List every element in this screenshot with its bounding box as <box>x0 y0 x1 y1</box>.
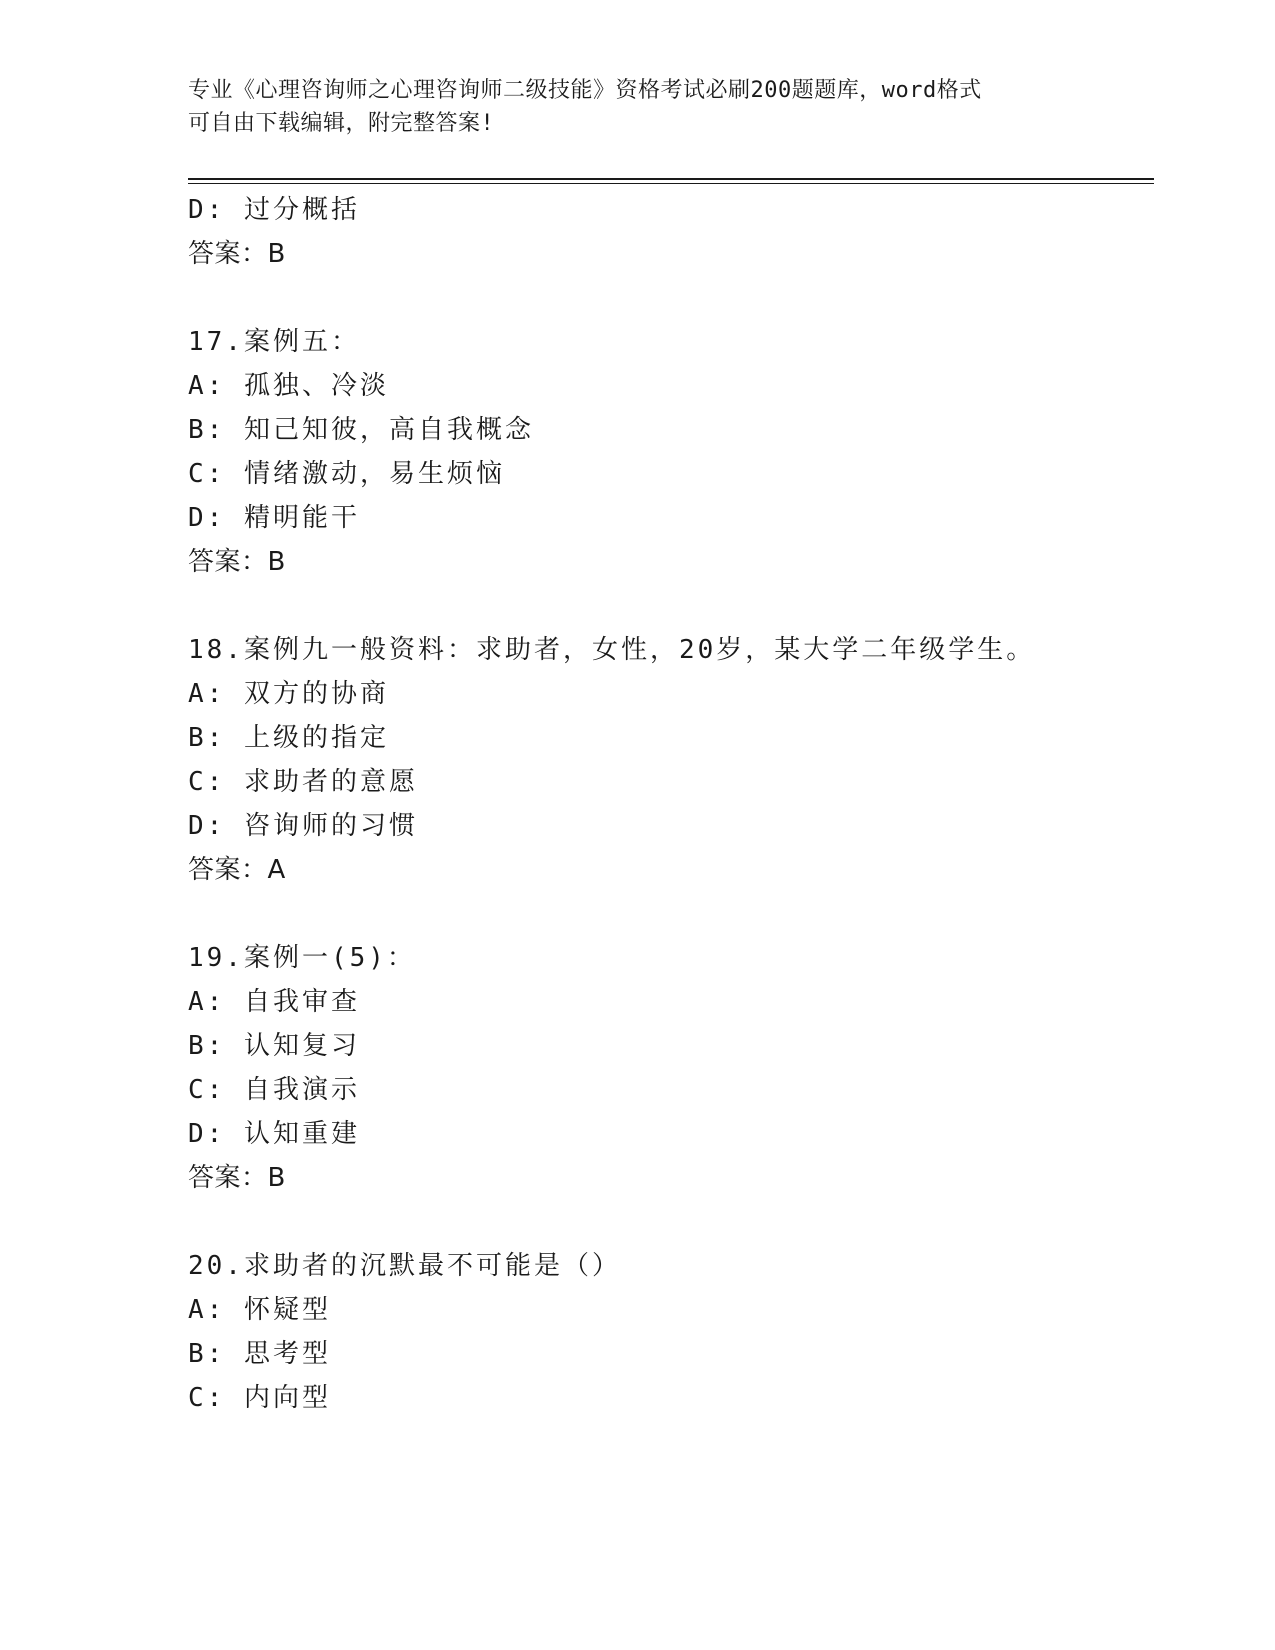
option-line: A: 双方的协商 <box>188 679 389 709</box>
option-line: A: 怀疑型 <box>188 1295 331 1325</box>
option-line: A: 自我审查 <box>188 987 360 1017</box>
question-line: 19.案例一(5)： <box>188 943 416 973</box>
option-line: D: 咨询师的习惯 <box>188 811 418 841</box>
answer-line: 答案：B <box>188 547 286 577</box>
option-line: B: 思考型 <box>188 1339 331 1369</box>
answer-line: 答案：B <box>188 1163 286 1193</box>
option-line: D: 过分概括 <box>188 195 360 225</box>
option-line: B: 认知复习 <box>188 1031 360 1061</box>
question-line: 20.求助者的沉默最不可能是（） <box>188 1251 621 1281</box>
header-title-line-2: 可自由下载编辑，附完整答案! <box>188 111 495 136</box>
option-line: D: 认知重建 <box>188 1119 360 1149</box>
option-line: C: 自我演示 <box>188 1075 360 1105</box>
option-line: B: 知己知彼，高自我概念 <box>188 415 534 445</box>
option-line: C: 求助者的意愿 <box>188 767 418 797</box>
answer-line: 答案：A <box>188 855 286 885</box>
header-title-line-1: 专业《心理咨询师之心理咨询师二级技能》资格考试必刷200题题库，word格式 <box>188 78 982 103</box>
answer-line: 答案：B <box>188 239 286 269</box>
header-divider-thin <box>188 183 1154 184</box>
question-line: 18.案例九一般资料：求助者，女性，20岁，某大学二年级学生。 <box>188 635 1036 665</box>
option-line: A: 孤独、冷淡 <box>188 371 389 401</box>
document-header <box>188 74 1088 140</box>
option-line: D: 精明能干 <box>188 503 360 533</box>
option-line: B: 上级的指定 <box>188 723 389 753</box>
question-line: 17.案例五： <box>188 327 360 357</box>
header-divider-thick <box>188 178 1154 180</box>
option-line: C: 情绪激动，易生烦恼 <box>188 459 505 489</box>
option-line: C: 内向型 <box>188 1383 331 1413</box>
